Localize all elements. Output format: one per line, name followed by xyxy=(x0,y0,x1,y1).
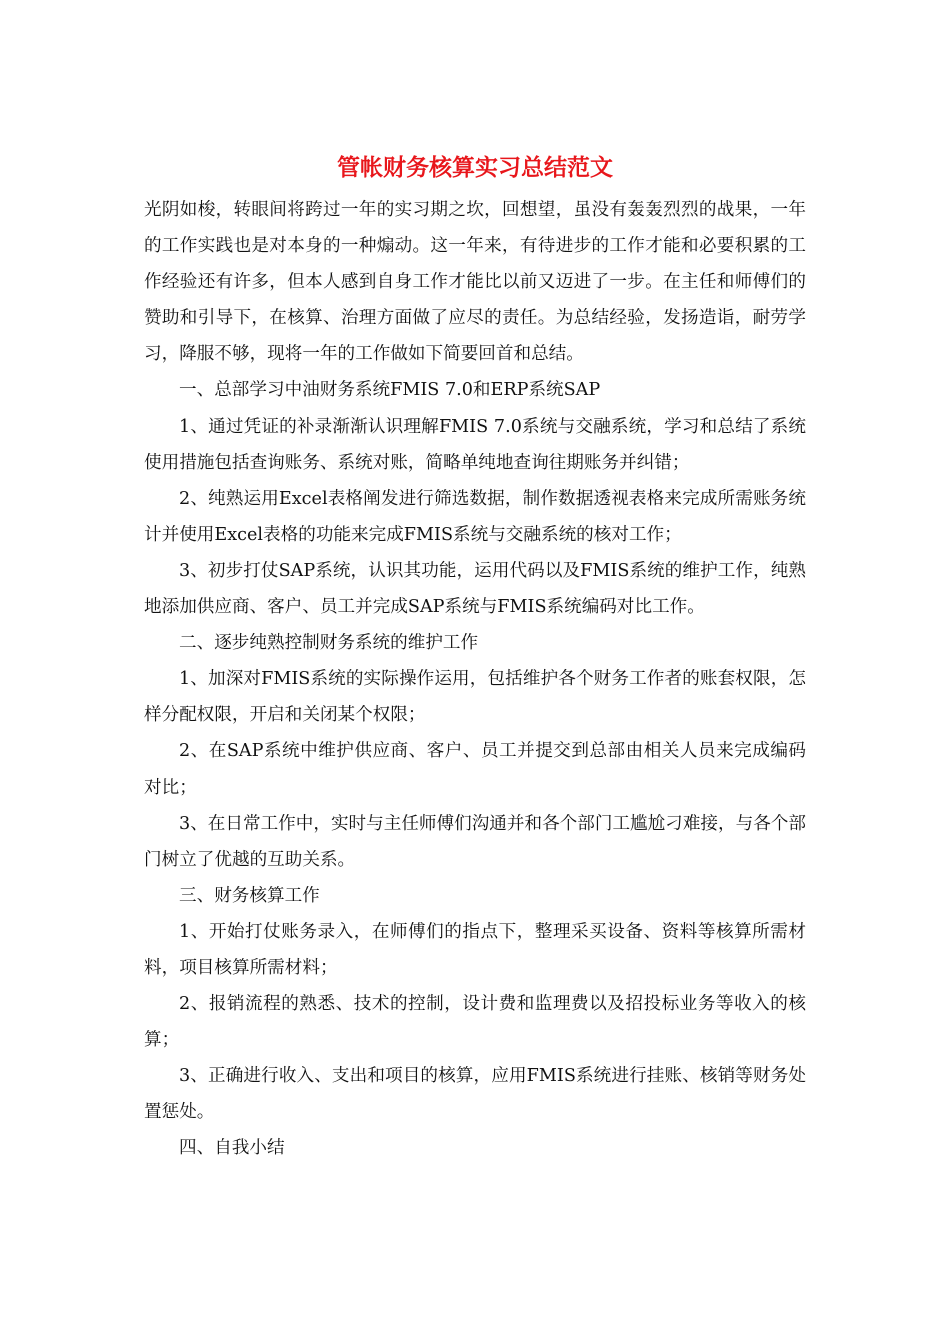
section-heading-4: 四、自我小结 xyxy=(179,1138,285,1159)
section-heading-3: 三、财务核算工作 xyxy=(179,885,320,906)
section-3-item-3: 3、正确进行收入、支出和项目的核算，应用FMIS系统进行挂账、核销等财务处置惩处。 xyxy=(144,1066,806,1123)
section-3-item-1: 1、开始打仗账务录入，在师傅们的指点下，整理采买设备、资料等核算所需材料，项目核算所需材料； xyxy=(144,921,806,978)
section-2-item-1: 1、加深对FMIS系统的实际操作运用，包括维护各个财务工作者的账套权限，怎样分配权限，开启和关闭某个权限； xyxy=(144,669,806,726)
section-2-item-3: 3、在日常工作中，实时与主任师傅们沟通并和各个部门工尴尬刁难接，与各个部门树立了优越的互助关系。 xyxy=(144,813,806,870)
intro-paragraph: 光阴如梭，转眼间将跨过一年的实习期之坎，回想望，虽没有轰轰烈烈的战果，一年的工作实践也是对本身的一种煽动。这一年来，有待进步的工作才能和必要积累的工作经验还有许多，但本人感到自身工作才能比以前又迈进了一步。在主任和师傅们的赞助和引导下，在核算、治理方面做了应尽的责任。为总结经验，发扬造诣，耐劳学习，降服不够，现将一年的工作做如下简要回首和总结。 xyxy=(144,200,806,365)
document-title: 管帐财务核算实习总结范文 xyxy=(337,154,613,181)
section-1-item-2: 2、纯熟运用Excel表格阐发进行筛选数据，制作数据透视表格来完成所需账务统计并使用Excel表格的功能来完成FMIS系统与交融系统的核对工作； xyxy=(144,488,806,545)
section-3-item-2: 2、报销流程的熟悉、技术的控制，设计费和监理费以及招投标业务等收入的核算； xyxy=(144,994,806,1051)
section-2-item-2: 2、在SAP系统中维护供应商、客户、员工并提交到总部由相关人员来完成编码对比； xyxy=(144,741,806,798)
section-heading-2: 二、逐步纯熟控制财务系统的维护工作 xyxy=(179,633,479,654)
section-1-item-1: 1、通过凭证的补录渐渐认识理解FMIS 7.0系统与交融系统，学习和总结了系统使用措施包括查询账务、系统对账，简略单纯地查询往期账务并纠错； xyxy=(144,416,806,473)
document-body xyxy=(144,192,806,1167)
section-1-item-3: 3、初步打仗SAP系统，认识其功能，运用代码以及FMIS系统的维护工作，纯熟地添加供应商、客户、员工并完成SAP系统与FMIS系统编码对比工作。 xyxy=(144,560,806,618)
section-heading-1: 一、总部学习中油财务系统FMIS 7.0和ERP系统SAP xyxy=(179,380,601,401)
